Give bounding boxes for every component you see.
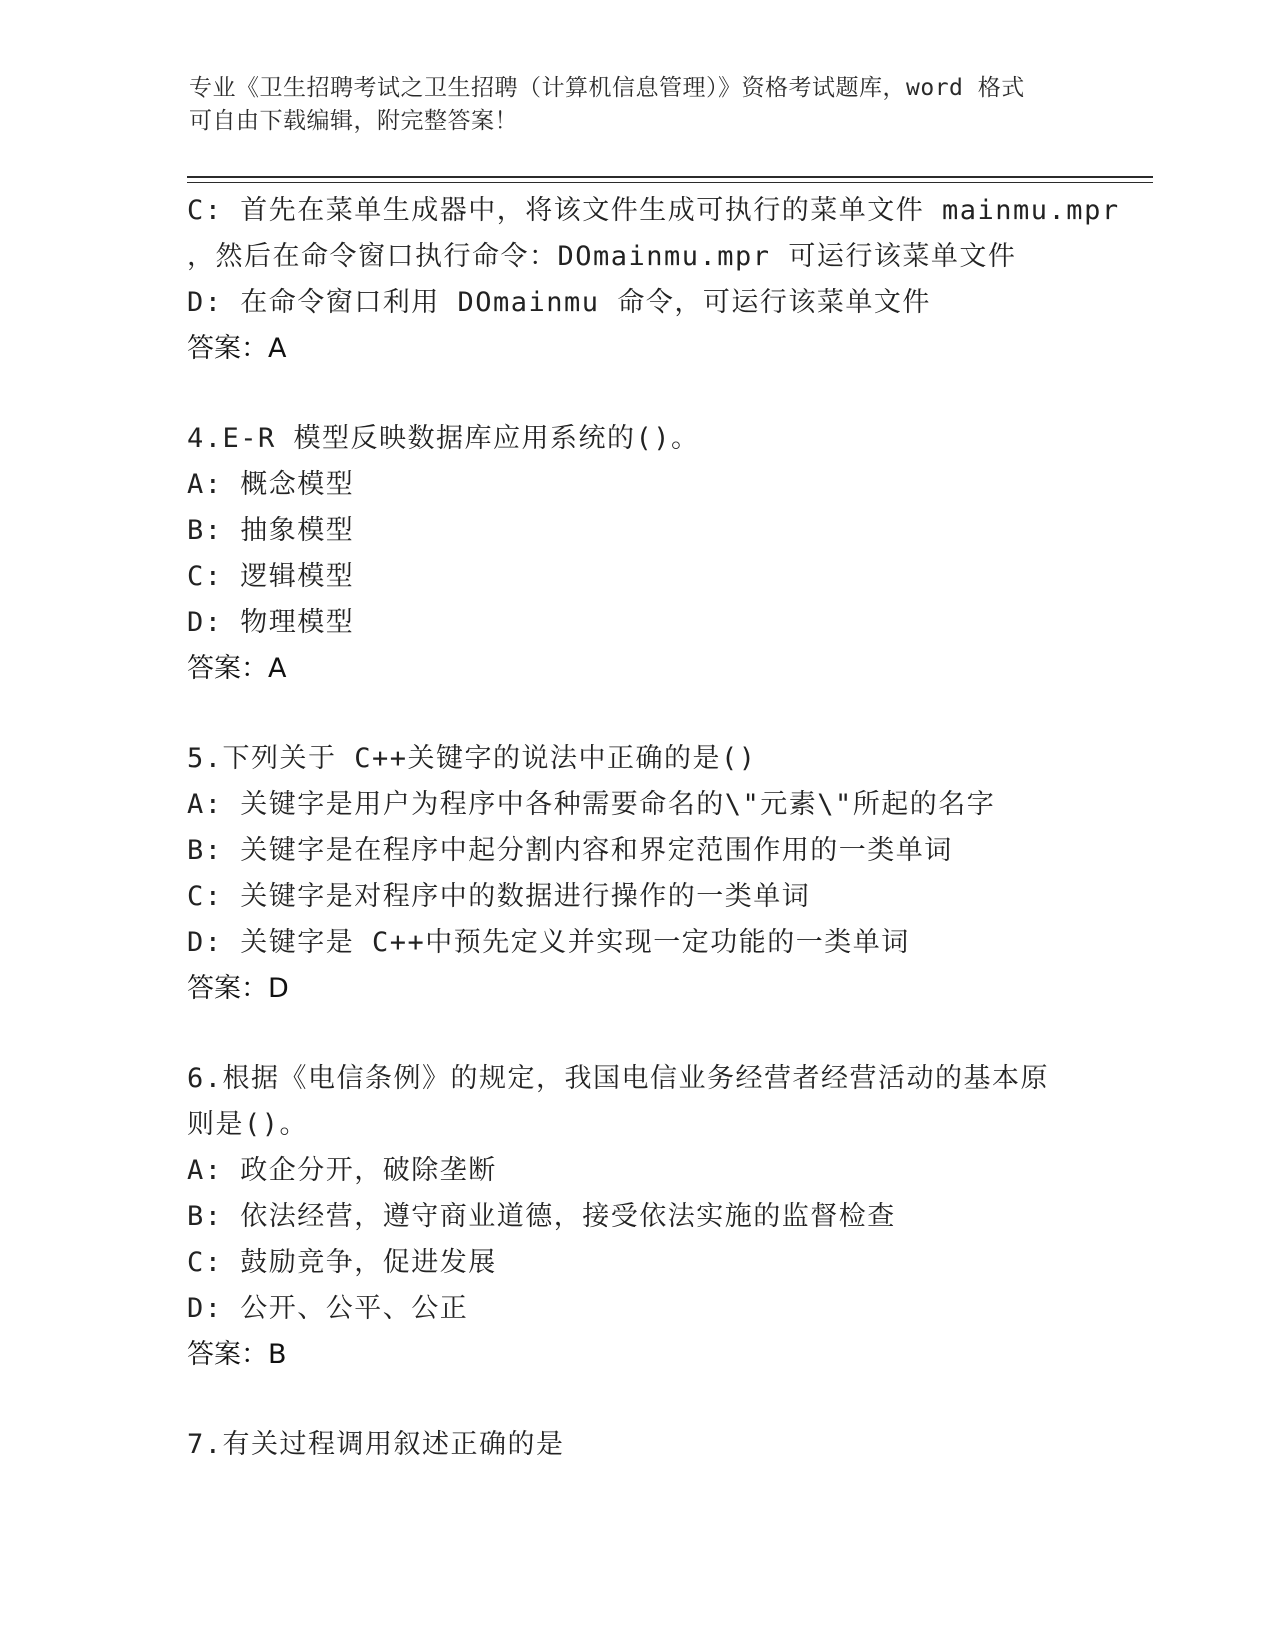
- question-text-line-1: 6.根据《电信条例》的规定，我国电信业务经营者经营活动的基本原: [187, 1063, 1050, 1094]
- header-line-2: 可自由下载编辑，附完整答案！: [189, 108, 518, 134]
- option-a: A: 政企分开，破除垄断: [187, 1155, 497, 1186]
- question-content: [187, 188, 1120, 1468]
- header-line-1: 专业《卫生招聘考试之卫生招聘（计算机信息管理）》资格考试题库，word 格式: [189, 75, 1025, 101]
- option-c: C: 逻辑模型: [187, 561, 355, 592]
- question-5: [187, 736, 1087, 1012]
- option-c-line-2: ，然后在命令窗口执行命令：DOmainmu.mpr 可运行该菜单文件: [187, 241, 1017, 272]
- question-text: 5.下列关于 C++关键字的说法中正确的是(): [187, 743, 757, 774]
- question-gap: [187, 1012, 1087, 1056]
- question-text-line-2: 则是()。: [187, 1109, 309, 1140]
- option-b: B: 抽象模型: [187, 515, 355, 546]
- question-7: [187, 1422, 1087, 1468]
- option-d: D: 公开、公平、公正: [187, 1293, 469, 1324]
- option-c: C: 关键字是对程序中的数据进行操作的一类单词: [187, 881, 811, 912]
- question-4: [187, 416, 1087, 692]
- question-gap: [187, 372, 1087, 416]
- option-d: D: 关键字是 C++中预先定义并实现一定功能的一类单词: [187, 927, 910, 958]
- question-text: 4.E-R 模型反映数据库应用系统的()。: [187, 423, 700, 454]
- option-d: D: 物理模型: [187, 607, 355, 638]
- question-3-tail: [187, 188, 1120, 372]
- option-d: D: 在命令窗口利用 DOmainmu 命令，可运行该菜单文件: [187, 287, 931, 318]
- option-a: A: 关键字是用户为程序中各种需要命名的\"元素\"所起的名字: [187, 789, 996, 820]
- option-c: C: 鼓励竞争，促进发展: [187, 1247, 497, 1278]
- question-text: 7.有关过程调用叙述正确的是: [187, 1429, 565, 1460]
- question-6: [187, 1056, 1087, 1378]
- answer: 答案：A: [187, 333, 287, 364]
- header-divider-thin: [187, 182, 1153, 183]
- answer: 答案：D: [187, 973, 289, 1004]
- question-gap: [187, 692, 1087, 736]
- answer: 答案：B: [187, 1339, 287, 1370]
- answer: 答案：A: [187, 653, 287, 684]
- option-b: B: 依法经营，遵守商业道德，接受依法实施的监督检查: [187, 1201, 896, 1232]
- option-a: A: 概念模型: [187, 469, 355, 500]
- option-b: B: 关键字是在程序中起分割内容和界定范围作用的一类单词: [187, 835, 953, 866]
- question-gap: [187, 1378, 1087, 1422]
- document-header: [189, 72, 1089, 138]
- option-c-line-1: C: 首先在菜单生成器中，将该文件生成可执行的菜单文件 mainmu.mpr: [187, 195, 1120, 226]
- header-divider-thick: [187, 176, 1153, 178]
